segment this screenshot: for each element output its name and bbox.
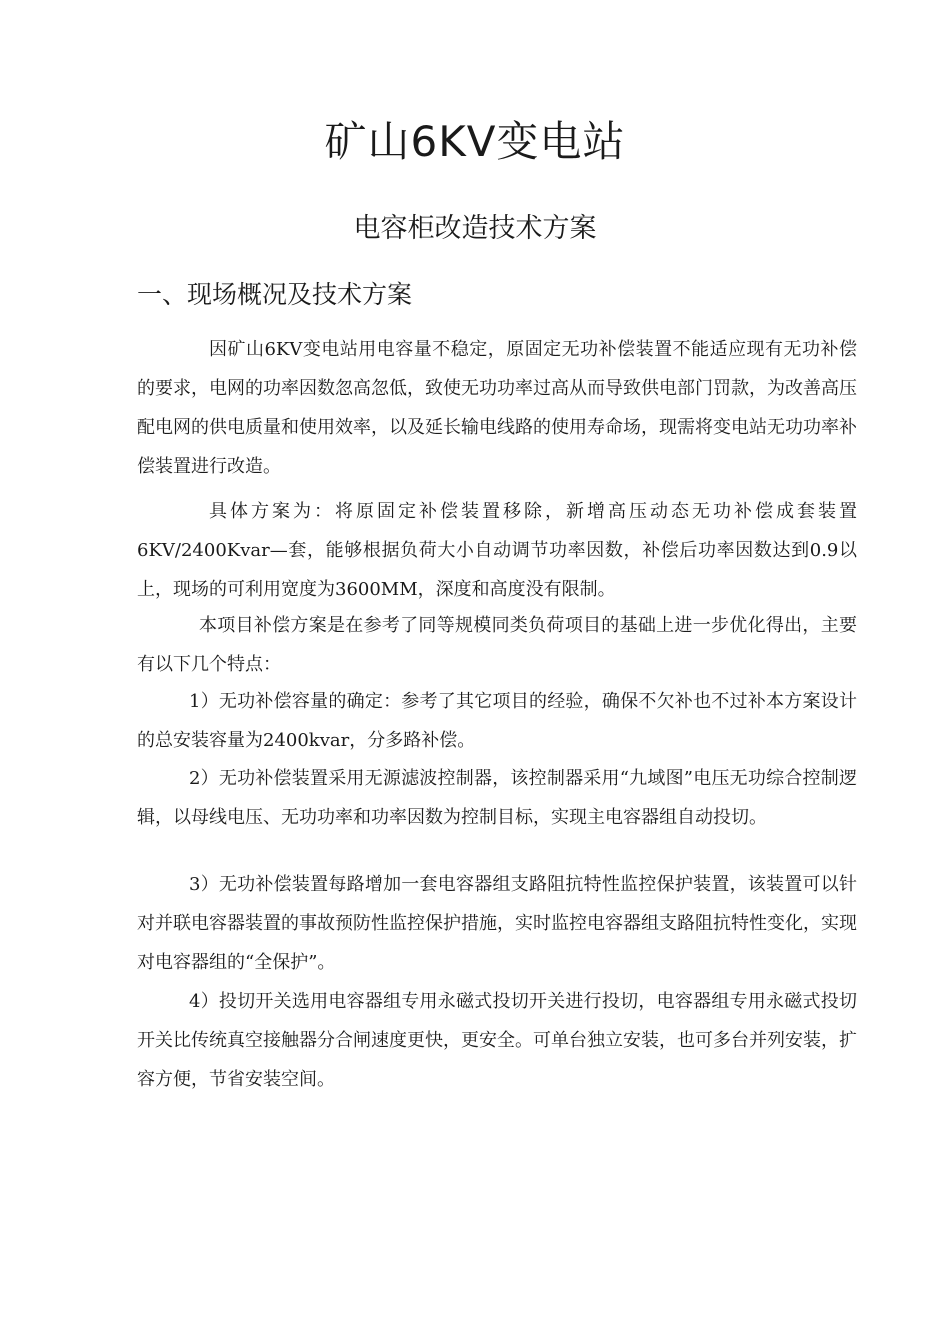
section-heading: 一、现场概况及技术方案 [137, 280, 413, 309]
document-title: 矿山6KV变电站 [324, 117, 626, 166]
paragraph-features-intro: 本项目补偿方案是在参考了同等规模同类负荷项目的基础上进一步优化得出，主要有以下几个特点： [137, 615, 857, 675]
paragraph-feature-1: 1）无功补偿容量的确定：参考了其它项目的经验，确保不欠补也不过补本方案设计的总安装容量为2400kvar，分多路补偿。 [137, 691, 857, 751]
paragraph-feature-2: 2）无功补偿装置采用无源滤波控制器，该控制器采用“九域图”电压无功综合控制逻辑，以母线电压、无功功率和功率因数为控制目标，实现主电容器组自动投切。 [137, 768, 857, 828]
paragraph-feature-4: 4）投切开关选用电容器组专用永磁式投切开关进行投切，电容器组专用永磁式投切开关比传统真空接触器分合闸速度更快，更安全。可单台独立安装，也可多台并列安装，扩容方便，节省安装空间。 [137, 991, 857, 1090]
paragraph-background: 因矿山6KV变电站用电容量不稳定，原固定无功补偿装置不能适应现有无功补偿的要求，电网的功率因数忽高忽低，致使无功功率过高从而导致供电部门罚款，为改善高压配电网的供电质量和使用效率，以及延长输电线路的使用寿命场，现需将变电站无功功率补偿装置进行改造。 [137, 339, 857, 477]
document-subtitle: 电容柜改造技术方案 [353, 213, 597, 244]
paragraph-feature-3: 3）无功补偿装置每路增加一套电容器组支路阻抗特性监控保护装置，该装置可以针对并联电容器装置的事故预防性监控保护措施，实时监控电容器组支路阻抗特性变化，实现对电容器组的“全保护”。 [137, 874, 857, 973]
paragraph-specific-plan: 具体方案为：将原固定补偿装置移除，新增高压动态无功补偿成套装置6KV/2400Kvar—套，能够根据负荷大小自动调节功率因数，补偿后功率因数达到0.9以上，现场的可利用宽度为3600MM，深度和高度没有限制。 [137, 501, 857, 600]
